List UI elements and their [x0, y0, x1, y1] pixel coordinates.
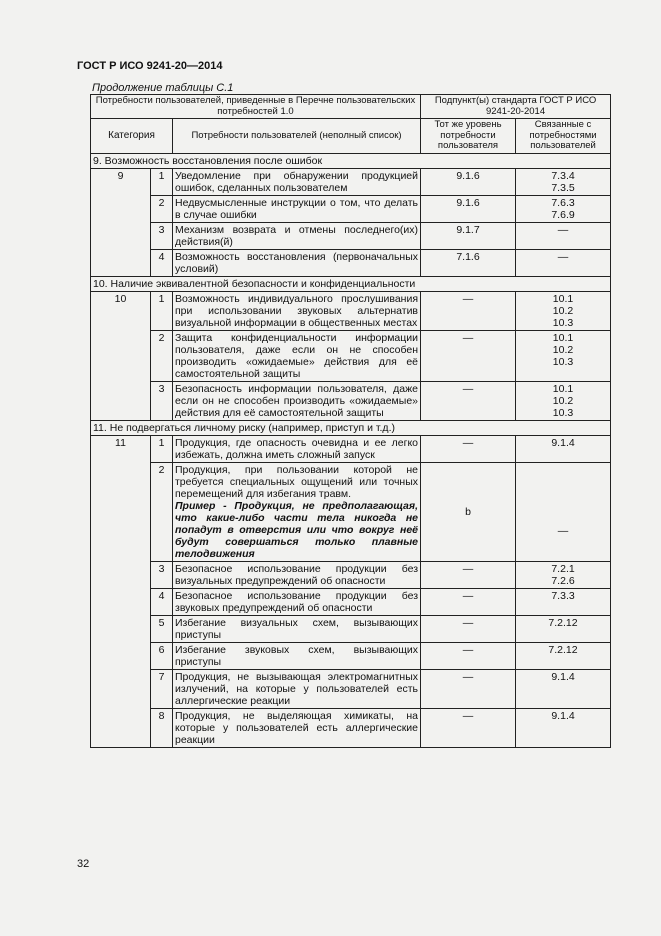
- need-text-cell: [173, 222, 421, 249]
- need-text-cell: [173, 669, 421, 708]
- related-refs: [516, 615, 611, 642]
- section-title: 11. Не подвергаться личному риску (например, приступ и т.д.): [91, 420, 611, 435]
- need-number: 2: [151, 330, 173, 381]
- related-refs: [516, 249, 611, 276]
- header-same-level: Тот же уровень потребности пользователя: [421, 119, 516, 154]
- related-ref: 10.1: [552, 331, 574, 344]
- same-level-ref: 9.1.6: [421, 195, 516, 222]
- table-row: [91, 561, 611, 588]
- table-row: [91, 168, 611, 195]
- need-text-cell: [173, 330, 421, 381]
- table-row: [91, 669, 611, 708]
- related-refs: [516, 435, 611, 462]
- related-ref: 9.1.4: [551, 709, 575, 722]
- need-text: Безопасное использование продукции без звуковых предупреждений об опасности: [175, 589, 419, 614]
- need-text-cell: [173, 168, 421, 195]
- need-text: Возможность восстановления (первоначальных условий): [175, 250, 419, 275]
- need-text-cell: [173, 435, 421, 462]
- need-number: 8: [151, 708, 173, 747]
- related-ref: 7.2.1: [551, 562, 575, 575]
- need-number: 1: [151, 435, 173, 462]
- category-number: 11: [91, 435, 151, 747]
- related-refs: [516, 381, 611, 420]
- same-level-ref: —: [421, 708, 516, 747]
- need-text-cell: [173, 462, 421, 561]
- header-needs: Потребности пользователей (неполный список): [173, 119, 421, 154]
- same-level-ref: —: [421, 435, 516, 462]
- requirements-table: [90, 94, 611, 748]
- header-subclause-group: Подпункт(ы) стандарта ГОСТ Р ИСО 9241-20-2014: [421, 95, 611, 119]
- table-body: [91, 153, 611, 747]
- related-refs: [516, 222, 611, 249]
- related-refs: [516, 588, 611, 615]
- need-text-cell: [173, 708, 421, 747]
- need-text: Безопасность информации пользователя, даже если он не способен производить «ожидаемые» действия для её самостоятельной защиты: [175, 382, 419, 419]
- need-number: 6: [151, 642, 173, 669]
- need-text-cell: [173, 642, 421, 669]
- table-row: [91, 222, 611, 249]
- related-ref: 10.3: [552, 406, 574, 419]
- same-level-ref: 9.1.7: [421, 222, 516, 249]
- need-number: 2: [151, 195, 173, 222]
- table-row: [91, 195, 611, 222]
- need-text: Возможность индивидуального прослушивания при использовании звуковых альтернатив визуальной информации в общественных местах: [175, 292, 419, 329]
- section-row: [91, 420, 611, 435]
- related-ref: 10.2: [552, 394, 574, 407]
- related-ref: 9.1.4: [551, 436, 575, 449]
- need-text-cell: [173, 588, 421, 615]
- table-row: [91, 462, 611, 561]
- header-row-top: [91, 95, 611, 119]
- same-level-ref: 7.1.6: [421, 249, 516, 276]
- related-ref: 10.3: [552, 355, 574, 368]
- table-row: [91, 588, 611, 615]
- related-ref: 10.3: [552, 316, 574, 329]
- table-row: [91, 291, 611, 330]
- table-row: [91, 381, 611, 420]
- need-text-cell: [173, 249, 421, 276]
- need-text-cell: [173, 615, 421, 642]
- need-text: Избегание звуковых схем, вызывающих приступы: [175, 643, 419, 668]
- header-row-bottom: [91, 119, 611, 154]
- header-category: Категория: [91, 119, 173, 154]
- related-ref: 7.6.3: [551, 196, 575, 209]
- need-number: 3: [151, 381, 173, 420]
- table-row: [91, 708, 611, 747]
- related-ref: 10.1: [552, 292, 574, 305]
- related-ref: 7.6.9: [551, 208, 575, 221]
- need-number: 4: [151, 249, 173, 276]
- section-title: 9. Возможность восстановления после ошибок: [91, 153, 611, 168]
- same-level-ref: —: [421, 330, 516, 381]
- header-needs-group: Потребности пользователей, приведенные в Перечне пользовательских потребностей 1.0: [91, 95, 421, 119]
- need-text: Избегание визуальных схем, вызывающих приступы: [175, 616, 419, 641]
- same-level-ref: 9.1.6: [421, 168, 516, 195]
- header-related: Связанные с потребностями пользователей: [516, 119, 611, 154]
- page-number: 32: [77, 858, 90, 870]
- same-level-ref: —: [421, 642, 516, 669]
- related-ref: —: [557, 524, 569, 537]
- need-text: Уведомление при обнаружении продукцией ошибок, сделанных пользователем: [175, 169, 419, 194]
- need-number: 7: [151, 669, 173, 708]
- related-refs: [516, 669, 611, 708]
- need-text-cell: [173, 291, 421, 330]
- same-level-ref: —: [421, 669, 516, 708]
- need-number: 3: [151, 222, 173, 249]
- related-ref: 10.2: [552, 304, 574, 317]
- related-ref: 7.2.6: [551, 574, 575, 587]
- need-text: Безопасное использование продукции без визуальных предупреждений об опасности: [175, 562, 419, 587]
- related-refs: [516, 708, 611, 747]
- related-refs: [516, 330, 611, 381]
- table-row: [91, 435, 611, 462]
- related-refs: [516, 291, 611, 330]
- related-ref: 9.1.4: [551, 670, 575, 683]
- related-ref: 7.3.5: [551, 181, 575, 194]
- same-level-ref: b: [421, 462, 516, 561]
- same-level-ref: —: [421, 381, 516, 420]
- need-number: 2: [151, 462, 173, 561]
- table-row: [91, 642, 611, 669]
- need-number: 4: [151, 588, 173, 615]
- related-refs: [516, 462, 611, 561]
- need-text: Недвусмысленные инструкции о том, что делать в случае ошибки: [175, 196, 419, 221]
- need-text-cell: [173, 381, 421, 420]
- same-level-ref: —: [421, 588, 516, 615]
- related-ref: 7.2.12: [548, 643, 578, 656]
- need-text-cell: [173, 561, 421, 588]
- related-ref: 7.3.4: [551, 169, 575, 182]
- need-text: Защита конфиденциальности информации пользователя, даже если он не способен производить «ожидаемые» действия для её самостоятельной защиты: [175, 331, 419, 380]
- related-refs: [516, 642, 611, 669]
- same-level-ref: —: [421, 615, 516, 642]
- same-level-ref: —: [421, 561, 516, 588]
- need-text: Продукция, не выделяющая химикаты, на которые у пользователей есть аллергические реакции: [175, 709, 419, 746]
- same-level-ref: —: [421, 291, 516, 330]
- table-row: [91, 249, 611, 276]
- need-number: 1: [151, 168, 173, 195]
- standard-title: ГОСТ Р ИСО 9241-20—2014: [77, 60, 223, 72]
- need-text: Продукция, не вызывающая электромагнитных излучений, на которые у пользователей есть аллергические реакции: [175, 670, 419, 707]
- need-number: 3: [151, 561, 173, 588]
- need-text: Механизм возврата и отмены последнего(их) действия(й): [175, 223, 419, 248]
- need-text: Продукция, при пользовании которой не требуется специальных ощущений или точных перемещений для избегания травм.: [175, 463, 419, 500]
- section-row: [91, 276, 611, 291]
- table-row: [91, 615, 611, 642]
- section-title: 10. Наличие эквивалентной безопасности и конфиденциальности: [91, 276, 611, 291]
- table-caption: Продолжение таблицы С.1: [92, 82, 234, 94]
- related-refs: [516, 561, 611, 588]
- related-ref: —: [557, 250, 569, 263]
- related-ref: 10.1: [552, 382, 574, 395]
- example-text: Пример - Продукция, не предполагающая, что какие-либо части тела никогда не попадут в отверстия или что вокруг неё будут совершаться только плавные телодвижения: [175, 499, 419, 560]
- category-number: 9: [91, 168, 151, 276]
- related-ref: 10.2: [552, 343, 574, 356]
- need-number: 1: [151, 291, 173, 330]
- related-refs: [516, 195, 611, 222]
- related-refs: [516, 168, 611, 195]
- category-number: 10: [91, 291, 151, 420]
- related-ref: 7.2.12: [548, 616, 578, 629]
- related-ref: 7.3.3: [551, 589, 575, 602]
- need-text-cell: [173, 195, 421, 222]
- related-ref: —: [557, 223, 569, 236]
- section-row: [91, 153, 611, 168]
- need-text: Продукция, где опасность очевидна и ее легко избежать, должна иметь сложный запуск: [175, 436, 419, 461]
- need-number: 5: [151, 615, 173, 642]
- table-row: [91, 330, 611, 381]
